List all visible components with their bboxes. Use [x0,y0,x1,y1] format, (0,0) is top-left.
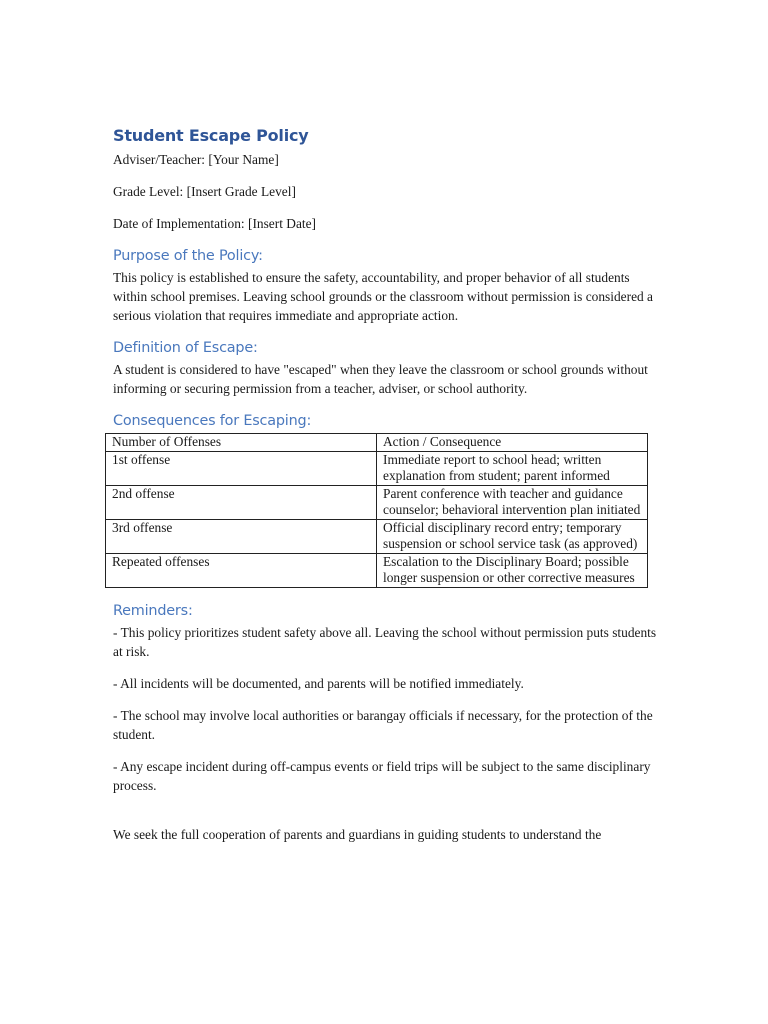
consequences-heading: Consequences for Escaping: [113,413,312,429]
column-header-action: Action / Consequence [377,434,648,452]
definition-heading: Definition of Escape: [113,340,258,356]
action-cell: Immediate report to school head; written explanation from student; parent informed [377,451,648,485]
purpose-heading: Purpose of the Policy: [113,248,263,264]
table-row [106,553,648,587]
table-row [106,519,648,553]
date-implementation-line: Date of Implementation: [Insert Date] [113,216,317,231]
column-header-offenses: Number of Offenses [106,434,377,452]
table-row [106,485,648,519]
reminder-item: - The school may involve local authorities or barangay officials if necessary, for the protection of the student. [113,707,653,742]
action-cell: Official disciplinary record entry; temporary suspension or school service task (as approved) [377,519,648,553]
grade-level-line: Grade Level: [Insert Grade Level] [113,184,296,199]
definition-body: A student is considered to have "escaped" when they leave the classroom or school grounds without informing or securing permission from a teacher, adviser, or school authority. [113,362,648,396]
action-cell: Parent conference with teacher and guidance counselor; behavioral intervention plan initiated [377,485,648,519]
reminder-item: - Any escape incident during off-campus events or field trips will be subject to the same disciplinary process. [113,758,651,793]
reminder-item: - This policy prioritizes student safety above all. Leaving the school without permission puts students at risk. [113,624,657,659]
offense-cell: 2nd offense [106,485,377,519]
document-content [113,126,658,844]
offense-cell: 3rd offense [106,519,377,553]
reminder-item: - All incidents will be documented, and parents will be notified immediately. [113,675,524,691]
closing-paragraph: We seek the full cooperation of parents and guardians in guiding students to understand the [113,826,602,842]
table-header-row [106,434,648,452]
reminders-heading: Reminders: [113,602,193,619]
document-title: Student Escape Policy [113,126,309,145]
offense-cell: Repeated offenses [106,553,377,587]
purpose-body: This policy is established to ensure the safety, accountability, and proper behavior of all students within school premises. Leaving school grounds or the classroom without permission is considered a serious violation that requires immediate and appropriate action. [113,270,653,323]
consequences-table [105,433,648,588]
adviser-line: Adviser/Teacher: [Your Name] [113,152,279,167]
offense-cell: 1st offense [106,451,377,485]
action-cell: Escalation to the Disciplinary Board; possible longer suspension or other corrective measures [377,553,648,587]
table-row [106,451,648,485]
